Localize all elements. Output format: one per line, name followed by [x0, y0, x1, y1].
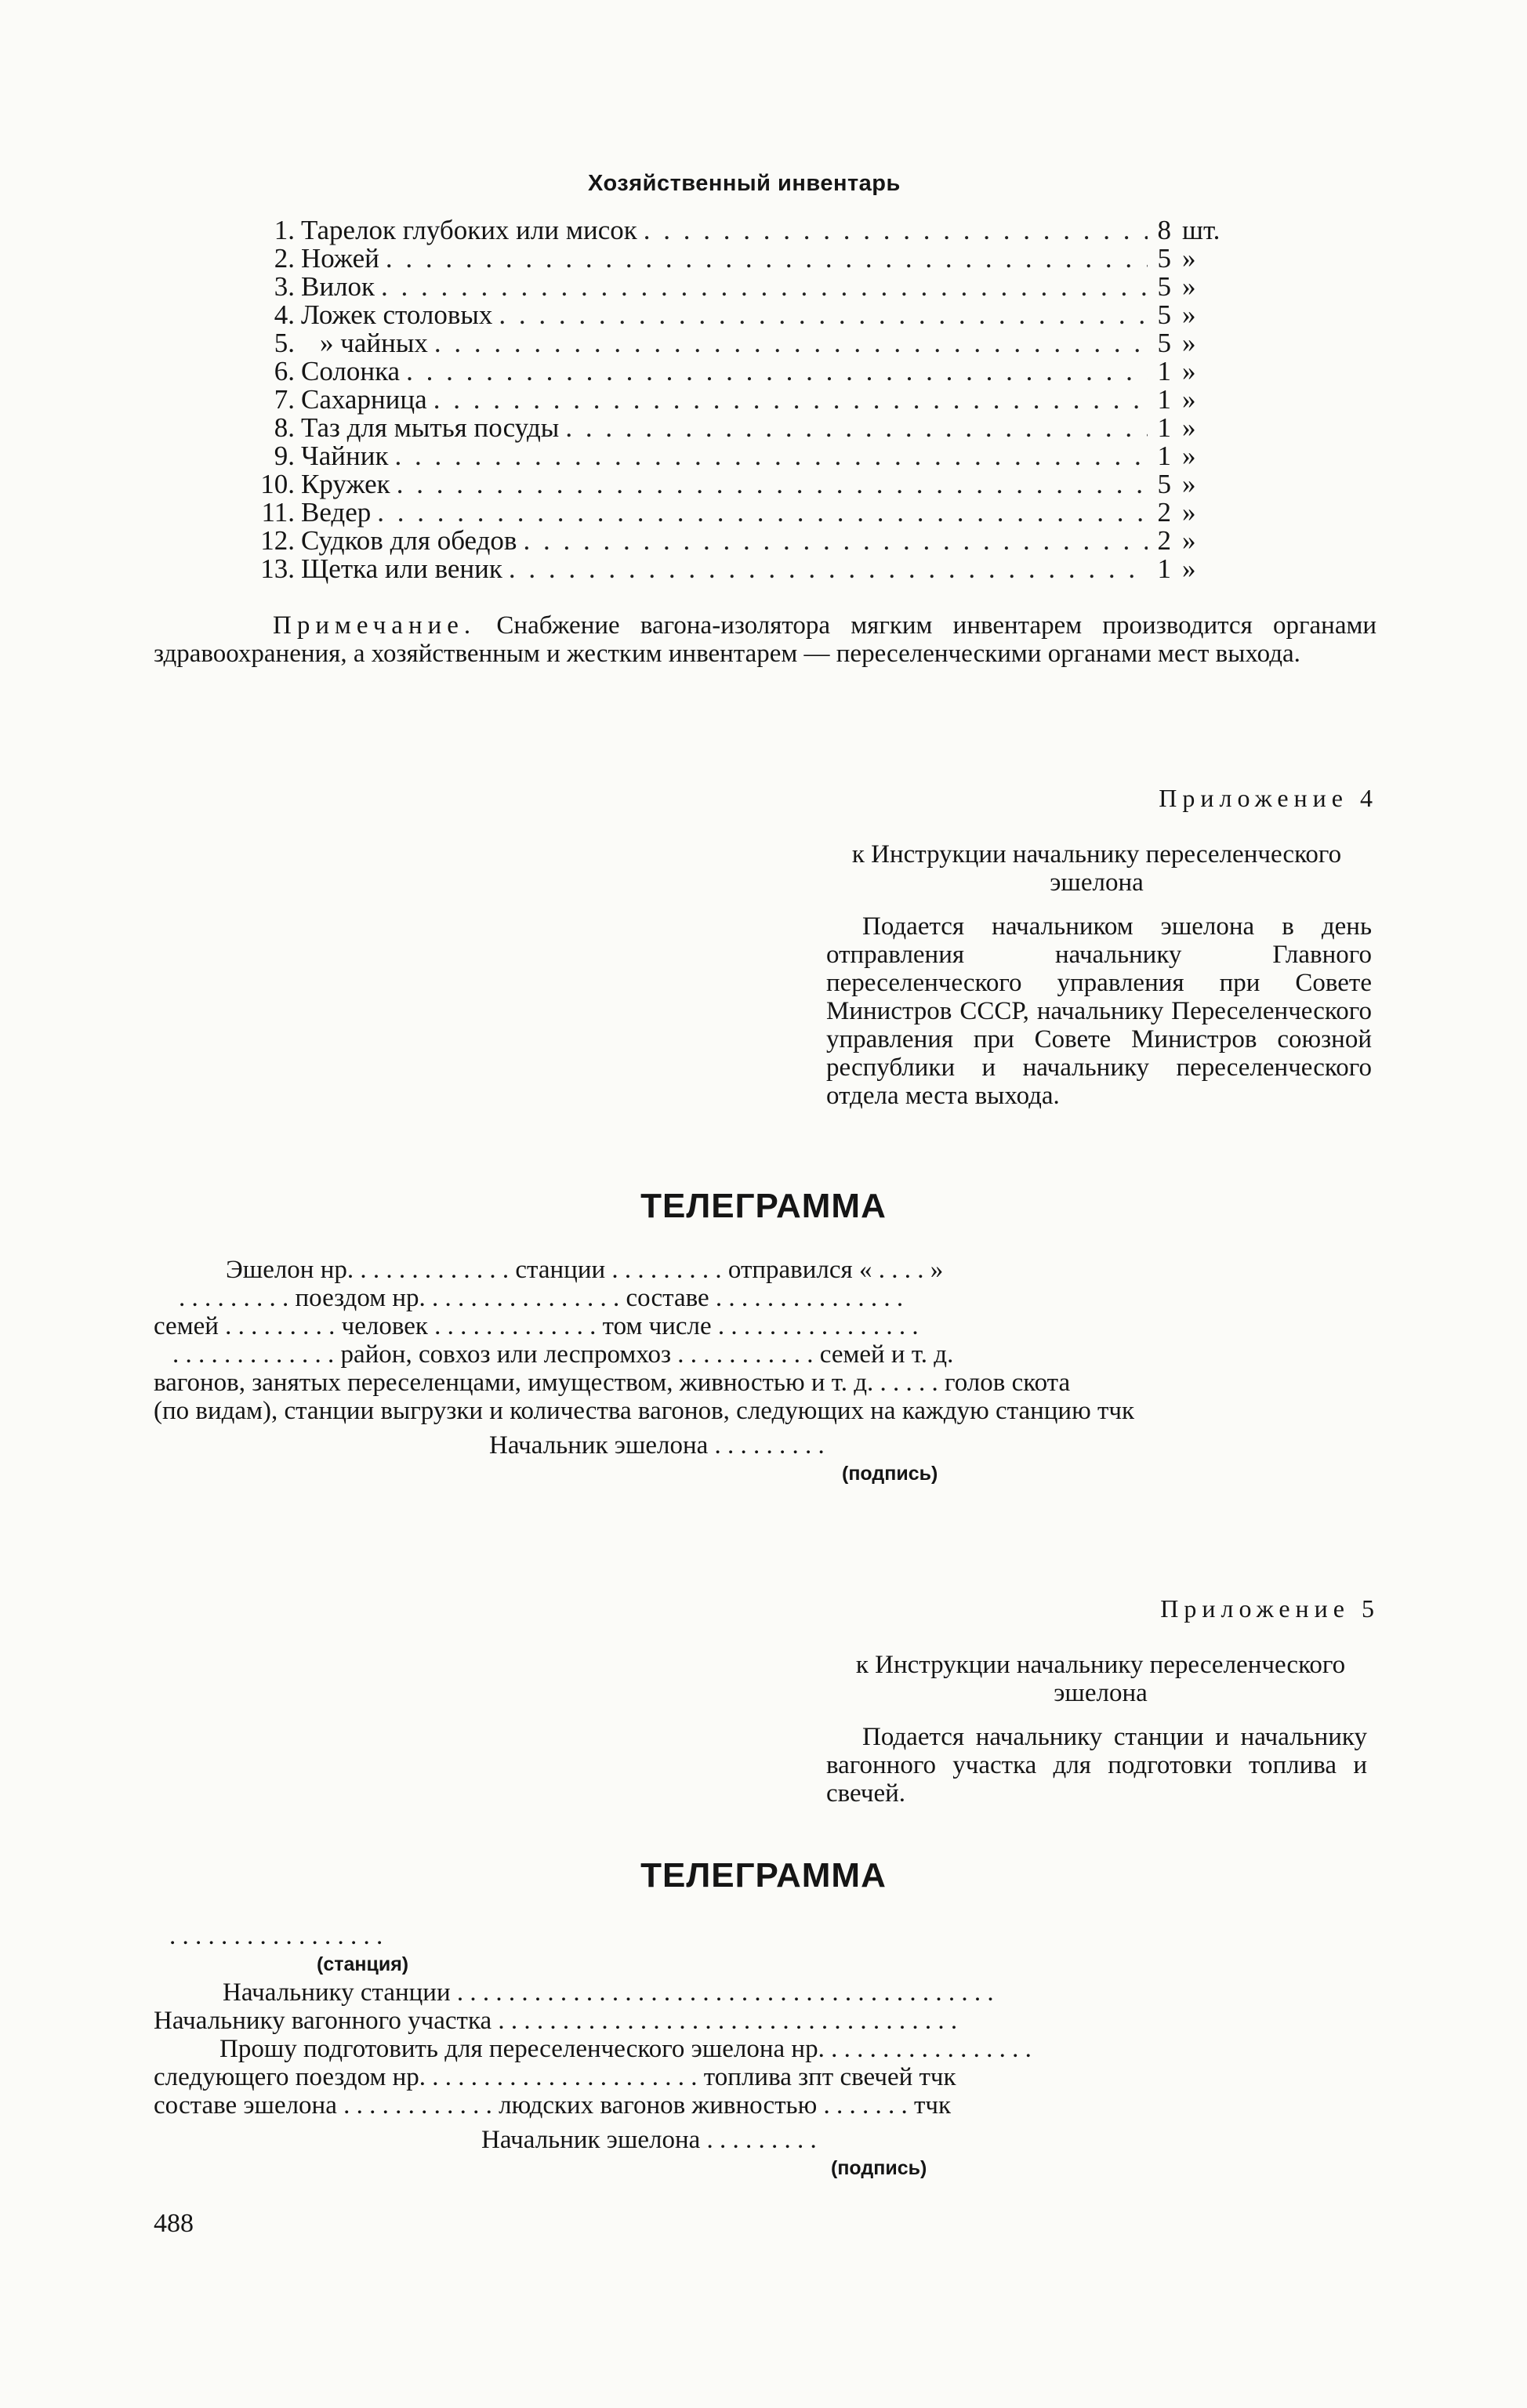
telegram-1-line: (по видам), станции выгрузки и количества вагонов, следующих на каждую станцию тчк	[154, 1397, 1135, 1425]
inventory-item-quantity: 1	[1157, 441, 1171, 471]
appendix5-reference: к Инструкции начальнику переселенческого эшелона	[855, 1651, 1346, 1707]
telegram-title-1: ТЕЛЕГРАММА	[640, 1187, 887, 1225]
inventory-item-number: 4.	[274, 299, 295, 330]
inventory-item-number: 9.	[274, 441, 295, 471]
inventory-item-unit: »	[1182, 441, 1196, 471]
leader-dots	[559, 414, 1148, 442]
telegram-1-signature-label: (подпись)	[842, 1463, 938, 1485]
inventory-item-name: » чайных	[320, 328, 428, 358]
inventory-item	[249, 499, 1237, 527]
leader-dots	[492, 301, 1148, 329]
inventory-item	[249, 357, 1237, 386]
inventory-item	[249, 245, 1237, 273]
inventory-item-name: Ведер	[301, 497, 372, 528]
inventory-item-quantity: 5	[1157, 299, 1171, 330]
inventory-item-unit: »	[1182, 525, 1196, 556]
inventory-item-unit: »	[1182, 299, 1196, 330]
leader-dots	[400, 357, 1148, 386]
telegram-2-body	[154, 1978, 1376, 2120]
inventory-item	[249, 414, 1237, 442]
inventory-item-name: Кружек	[301, 469, 390, 499]
inventory-item-number: 2.	[274, 243, 295, 274]
inventory-item-number: 6.	[274, 356, 295, 386]
appendix5-description: Подается начальнику станции и начальнику вагонного участка для подготовки топлива и свечей.	[826, 1723, 1367, 1808]
inventory-item-name: Судков для обедов	[301, 525, 517, 556]
telegram-1-line: . . . . . . . . . . . . . район, совхоз или леспромхоз . . . . . . . . . . . семей и т. д.	[172, 1340, 954, 1369]
station-dots: . . . . . . . . . . . . . . . . .	[169, 1922, 383, 1950]
telegram-2-line: составе эшелона . . . . . . . . . . . . людских вагонов живностью . . . . . . . тчк	[154, 2091, 952, 2120]
inventory-item-unit: »	[1182, 384, 1196, 415]
inventory-item-number: 12.	[260, 525, 295, 556]
appendix4-description: Подается начальником эшелона в день отправления начальнику Главного переселенческого управления при Совете Министров СССР, начальнику Переселенческого управления при Совете Министров союзной республики и начальнику переселенческого отдела места выхода.	[826, 912, 1372, 1110]
inventory-item-quantity: 1	[1157, 412, 1171, 443]
inventory-item-quantity: 5	[1157, 469, 1171, 499]
inventory-item-name: Вилок	[301, 271, 375, 302]
inventory-item-name: Тарелок глубоких или мисок	[301, 215, 637, 245]
inventory-item	[249, 470, 1237, 499]
telegram-1-line: . . . . . . . . . поездом нр. . . . . . . . . . . . . . . . составе . . . . . . . . . . . . . . .	[179, 1284, 904, 1312]
note-label: Примечание.	[273, 611, 477, 640]
inventory-item-quantity: 1	[1157, 553, 1171, 584]
inventory-item-number: 10.	[260, 469, 295, 499]
appendix4-label: Приложение 4	[1159, 784, 1378, 812]
inventory-item-number: 5.	[274, 328, 295, 358]
appendix5-label: Приложение 5	[1160, 1594, 1380, 1623]
leader-dots	[502, 555, 1148, 583]
telegram-title-2: ТЕЛЕГРАММА	[640, 1856, 887, 1895]
page-number: 488	[154, 2209, 194, 2238]
inventory-item-quantity: 2	[1157, 525, 1171, 556]
telegram-2-line: Начальнику станции . . . . . . . . . . . . . . . . . . . . . . . . . . . . . . . . . . . . . . . . . .	[223, 1978, 994, 2007]
inventory-item-unit: »	[1182, 469, 1196, 499]
inventory-item-quantity: 1	[1157, 384, 1171, 415]
telegram-1-line: семей . . . . . . . . . человек . . . . . . . . . . . . . том числе . . . . . . . . . . . . . . . .	[154, 1312, 919, 1340]
inventory-item	[249, 216, 1237, 245]
inventory-item	[249, 442, 1237, 470]
inventory-item-name: Щетка или веник	[301, 553, 502, 584]
inventory-item-number: 3.	[274, 271, 295, 302]
leader-dots	[637, 216, 1148, 245]
inventory-item	[249, 273, 1237, 301]
inventory-item-name: Таз для мытья посуды	[301, 412, 560, 443]
inventory-item	[249, 329, 1237, 357]
inventory-item	[249, 386, 1237, 414]
telegram-2-line: Начальнику вагонного участка . . . . . . . . . . . . . . . . . . . . . . . . . . . . . . . . . . . .	[154, 2007, 958, 2035]
inventory-item-name: Ложек столовых	[301, 299, 493, 330]
inventory-item-unit: »	[1182, 497, 1196, 528]
leader-dots	[390, 470, 1148, 499]
telegram-2-signature: Начальник эшелона . . . . . . . . .	[481, 2126, 817, 2154]
leader-dots	[388, 442, 1148, 470]
inventory-item-number: 11.	[261, 497, 295, 528]
inventory-item-unit: шт.	[1182, 215, 1221, 245]
inventory-heading: Хозяйственный инвентарь	[588, 171, 901, 196]
leader-dots	[379, 245, 1148, 273]
inventory-item-unit: »	[1182, 412, 1196, 443]
inventory-item-number: 8.	[274, 412, 295, 443]
inventory-item-name: Ножей	[301, 243, 379, 274]
inventory-item	[249, 301, 1237, 329]
inventory-item-number: 13.	[260, 553, 295, 584]
inventory-item-unit: »	[1182, 271, 1196, 302]
inventory-list	[249, 216, 1237, 583]
telegram-2-line: Прошу подготовить для переселенческого эшелона нр. . . . . . . . . . . . . . . . .	[219, 2035, 1032, 2063]
inventory-note	[154, 611, 1376, 668]
inventory-item-quantity: 5	[1157, 243, 1171, 274]
telegram-1-signature: Начальник эшелона . . . . . . . . .	[489, 1431, 825, 1460]
inventory-item	[249, 527, 1237, 555]
inventory-item-name: Солонка	[301, 356, 401, 386]
inventory-item-unit: »	[1182, 356, 1196, 386]
leader-dots	[427, 386, 1148, 414]
leader-dots	[428, 329, 1148, 357]
inventory-item-unit: »	[1182, 243, 1196, 274]
inventory-item-unit: »	[1182, 553, 1196, 584]
telegram-1-line: Эшелон нр. . . . . . . . . . . . . станции . . . . . . . . . отправился « . . . . »	[226, 1256, 944, 1284]
telegram-1-line: вагонов, занятых переселенцами, имуществом, живностью и т. д. . . . . . голов скота	[154, 1369, 1071, 1397]
inventory-item	[249, 555, 1237, 583]
note-text: Снабжение вагона-изолятора мягким инвентарем производится органами здравоохранения, а хозяйственным и жестким инвентарем — переселенческими органами мест выхода.	[154, 611, 1377, 668]
inventory-item-quantity: 8	[1157, 215, 1171, 245]
inventory-item-quantity: 1	[1157, 356, 1171, 386]
inventory-item-number: 7.	[274, 384, 295, 415]
appendix4-reference: к Инструкции начальнику переселенческого эшелона	[851, 840, 1342, 897]
telegram-2-line: следующего поездом нр. . . . . . . . . . . . . . . . . . . . . . топлива зпт свечей тчк	[154, 2063, 956, 2091]
leader-dots	[371, 499, 1148, 527]
telegram-2-signature-label: (подпись)	[831, 2157, 927, 2179]
inventory-item-unit: »	[1182, 328, 1196, 358]
inventory-item-name: Чайник	[301, 441, 389, 471]
inventory-item-quantity: 5	[1157, 328, 1171, 358]
inventory-item-quantity: 5	[1157, 271, 1171, 302]
leader-dots	[517, 527, 1148, 555]
inventory-item-number: 1.	[274, 215, 295, 245]
telegram-1-body	[154, 1256, 1376, 1425]
leader-dots	[375, 273, 1148, 301]
inventory-item-name: Сахарница	[301, 384, 427, 415]
inventory-item-quantity: 2	[1157, 497, 1171, 528]
station-label: (станция)	[317, 1953, 409, 1975]
